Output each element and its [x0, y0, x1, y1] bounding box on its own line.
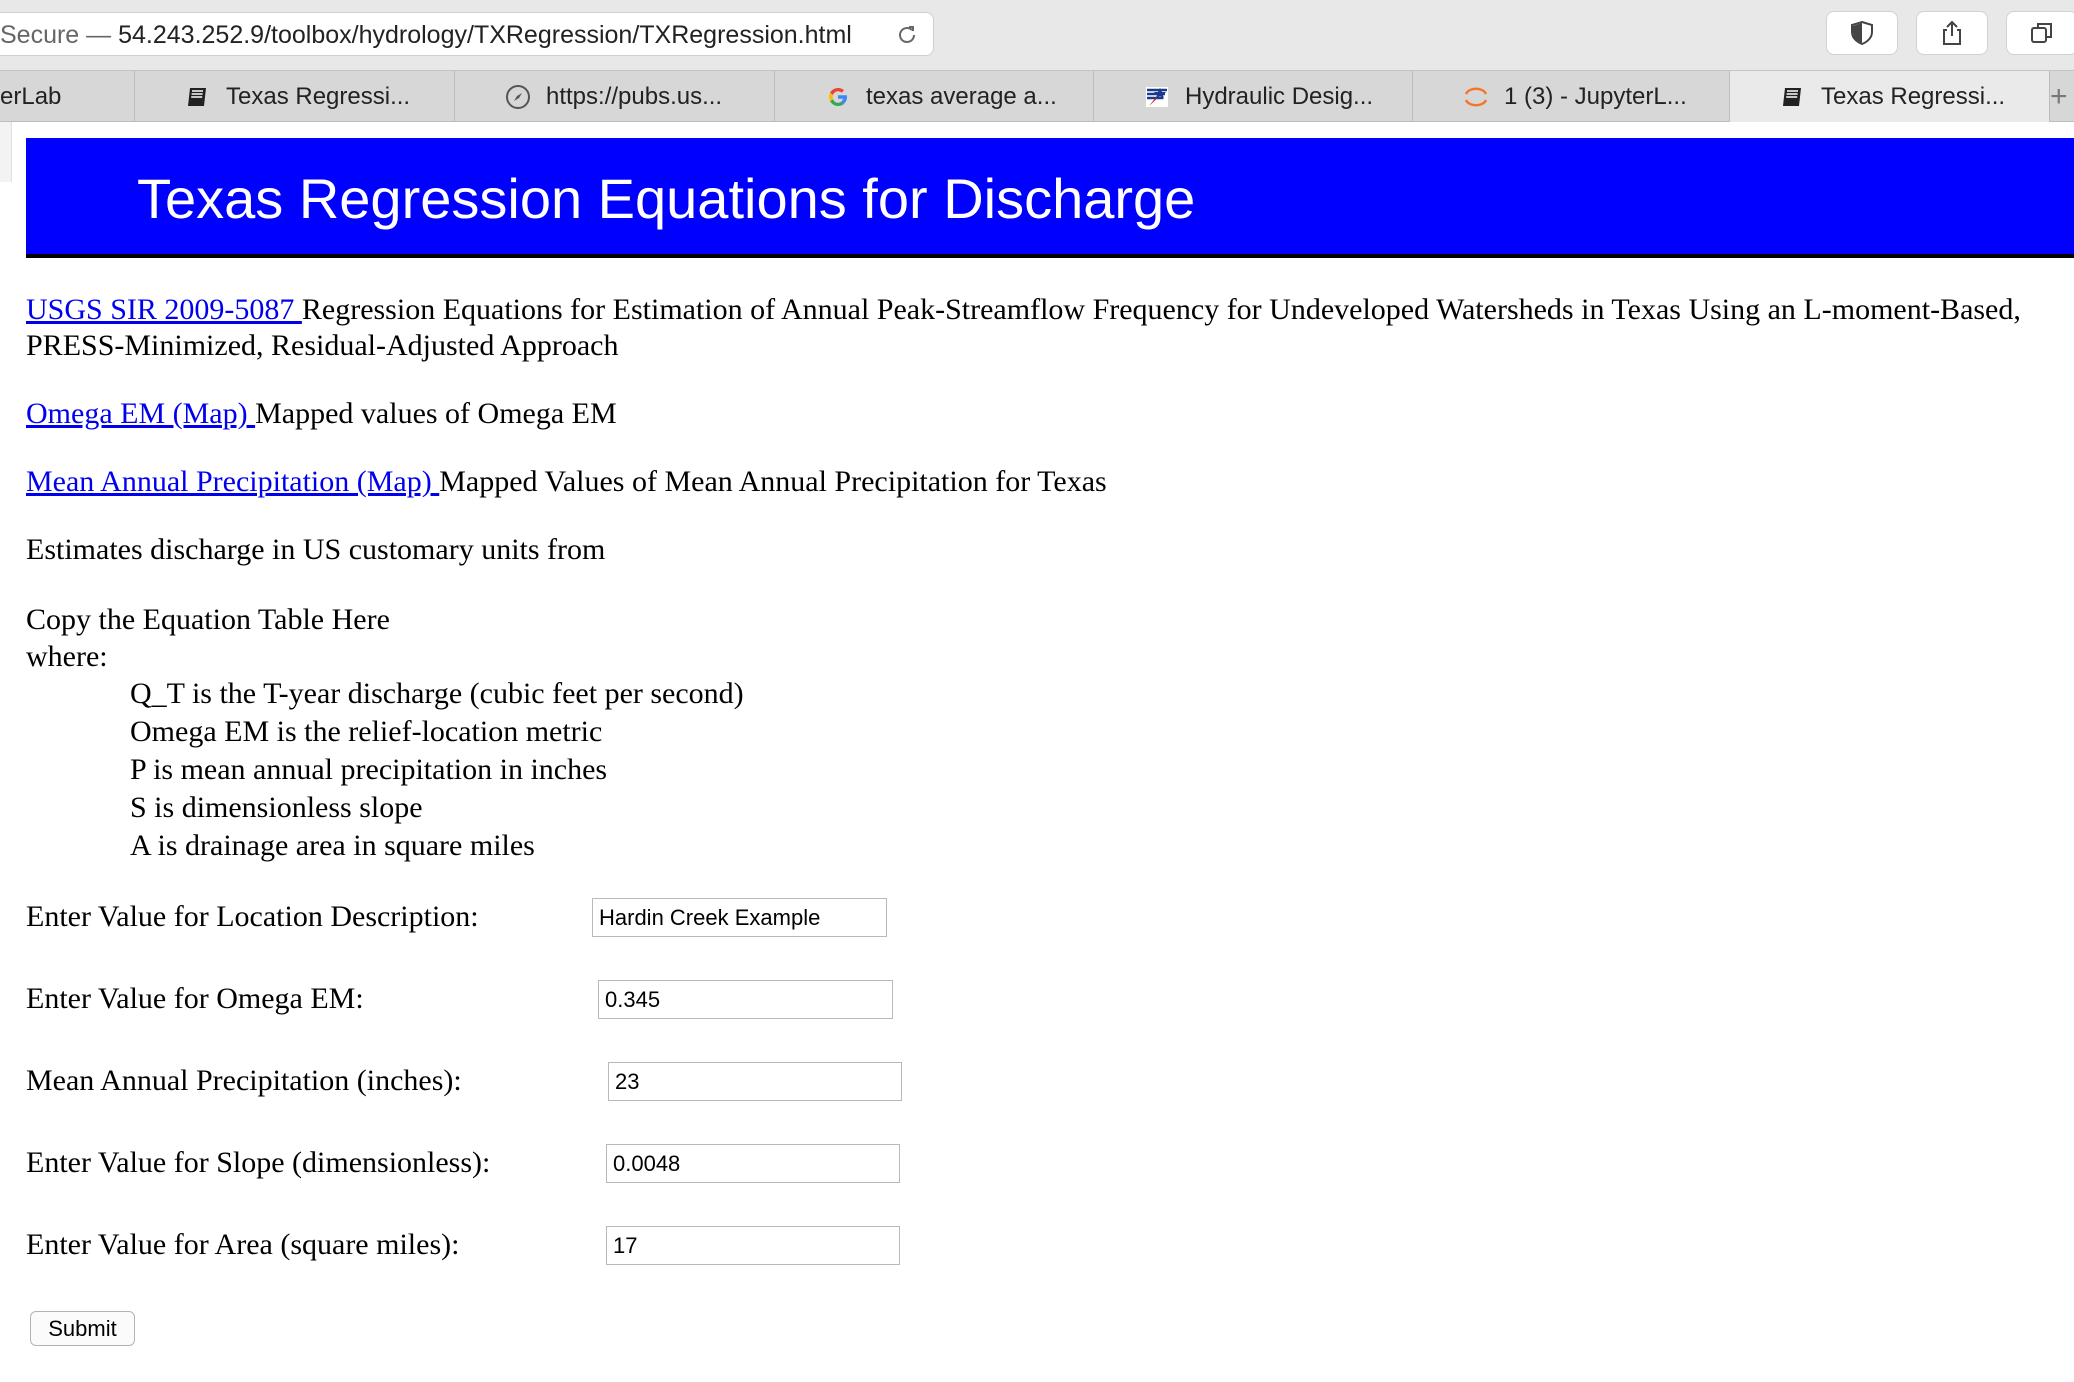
tab-pubs-usgs[interactable]	[455, 71, 775, 122]
privacy-report-button[interactable]	[1826, 11, 1898, 55]
tab-google-search[interactable]	[775, 71, 1094, 122]
tab-texas-regression-active[interactable]	[1730, 71, 2050, 122]
shield-icon	[1849, 20, 1875, 46]
tab-label: erLab	[0, 83, 62, 110]
sidebar-edge	[0, 122, 12, 182]
estimates-text: Estimates discharge in US customary units from	[26, 533, 606, 566]
flag-logo-icon	[1144, 84, 1170, 110]
area-input[interactable]	[606, 1226, 900, 1265]
tab-overview-icon	[2029, 20, 2055, 46]
area-label: Enter Value for Area (square miles):	[26, 1228, 460, 1261]
omega-em-input[interactable]	[598, 980, 893, 1019]
page-header-banner	[26, 138, 2074, 258]
tab-texas-regression[interactable]	[135, 71, 455, 122]
location-input[interactable]	[592, 898, 887, 937]
where-text: where:	[26, 640, 108, 673]
location-label: Enter Value for Location Description:	[26, 900, 479, 933]
tab-label: Hydraulic Desig...	[1185, 83, 1374, 110]
tab-label: Texas Regressi...	[226, 83, 411, 110]
variable-definition: P is mean annual precipitation in inches	[130, 753, 608, 786]
precipitation-map-link[interactable]: Mean Annual Precipitation (Map)	[26, 465, 440, 498]
url-address: 54.243.252.9/toolbox/hydrology/TXRegression/TXRegression.html	[118, 21, 852, 49]
precip-map-paragraph	[26, 464, 1107, 500]
usgs-reference-text: Regression Equations for Estimation of Annual Peak-Streamflow Frequency for Undeveloped Watersheds in Texas Using an L-moment-Based, PRESS-Minimized, Residual-Adjusted Approach	[26, 293, 2021, 362]
tab-jupyterlab[interactable]	[0, 71, 135, 122]
submit-button[interactable]: Submit	[30, 1311, 135, 1346]
url-text	[0, 21, 852, 50]
tab-label: 1 (3) - JupyterL...	[1504, 83, 1687, 110]
url-security-label: Secure —	[0, 21, 119, 49]
precipitation-input[interactable]	[608, 1062, 902, 1101]
tab-label: texas average a...	[866, 83, 1057, 110]
omega-map-text: Mapped values of Omega EM	[255, 397, 617, 430]
tab-jupyterlab-notebook[interactable]	[1413, 71, 1730, 122]
tab-label: Texas Regressi...	[1821, 83, 2006, 110]
browser-toolbar	[0, 0, 2074, 70]
book-icon	[1780, 84, 1806, 110]
precip-map-text: Mapped Values of Mean Annual Precipitation for Texas	[439, 465, 1107, 498]
variable-definition: A is drainage area in square miles	[130, 829, 535, 862]
reload-icon[interactable]	[895, 23, 919, 47]
page-title: Texas Regression Equations for Discharge	[137, 167, 1196, 230]
jupyter-icon	[1463, 84, 1489, 110]
variable-definition: Omega EM is the relief-location metric	[130, 715, 603, 748]
equation-table-paragraph	[26, 601, 390, 675]
compass-icon	[505, 84, 531, 110]
share-button[interactable]	[1916, 11, 1988, 55]
slope-input[interactable]	[606, 1144, 900, 1183]
variable-definition: Q_T is the T-year discharge (cubic feet per second)	[130, 677, 744, 710]
variable-definition: S is dimensionless slope	[130, 791, 423, 824]
usgs-sir-link[interactable]: USGS SIR 2009-5087	[26, 293, 302, 326]
google-icon	[825, 84, 851, 110]
slope-label: Enter Value for Slope (dimensionless):	[26, 1146, 491, 1179]
tab-overview-button[interactable]	[2006, 11, 2074, 55]
tab-label: https://pubs.us...	[546, 83, 723, 110]
share-icon	[1939, 20, 1965, 46]
omega-em-label: Enter Value for Omega EM:	[26, 982, 364, 1015]
new-tab-button[interactable]: +	[2050, 80, 2068, 113]
copy-equation-text: Copy the Equation Table Here	[26, 603, 390, 636]
omega-em-map-link[interactable]: Omega EM (Map)	[26, 397, 256, 430]
precipitation-label: Mean Annual Precipitation (inches):	[26, 1064, 462, 1097]
tab-bar	[0, 70, 2074, 122]
usgs-reference-paragraph	[26, 292, 2066, 364]
tab-hydraulic-design[interactable]	[1094, 71, 1413, 122]
omega-map-paragraph	[26, 396, 617, 432]
address-bar[interactable]	[0, 12, 934, 56]
book-icon	[185, 84, 211, 110]
